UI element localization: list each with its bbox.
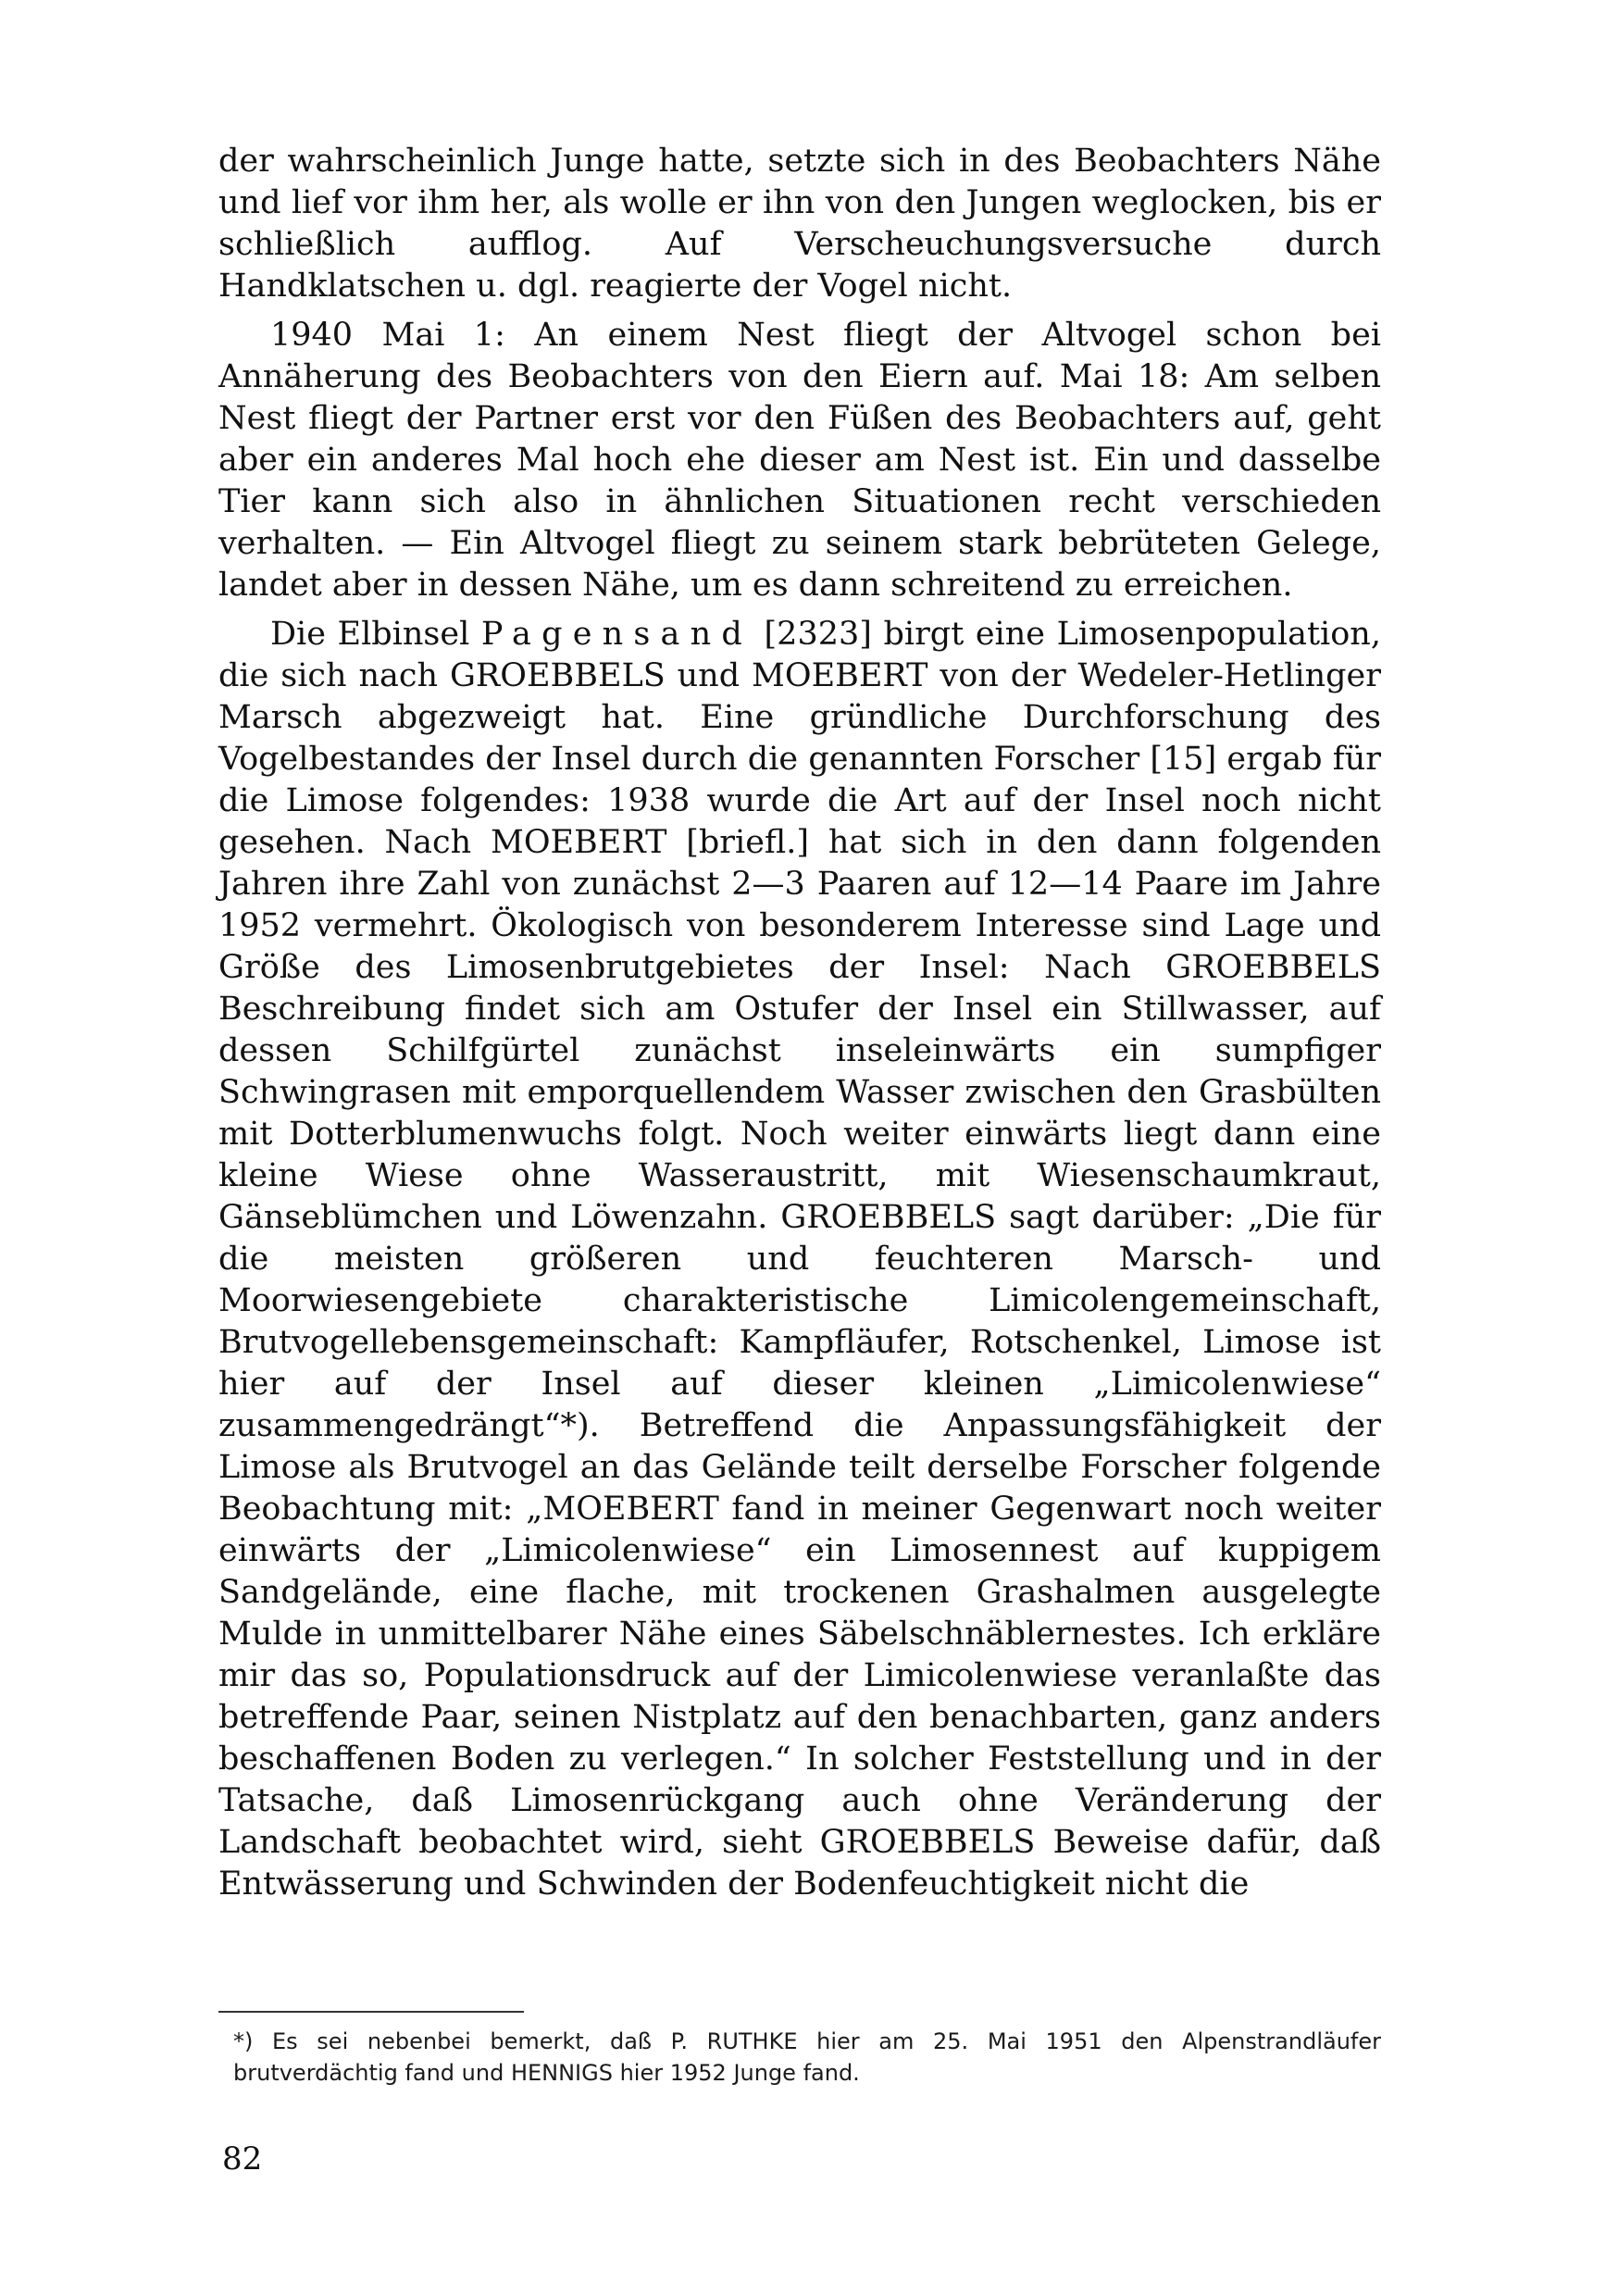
footnote-divider (218, 2011, 524, 2013)
paragraph-1: der wahrscheinlich Junge hatte, setzte sich in des Beobachters Nähe und lief vor ihm her, als wolle er ihn von den Jungen weglocken, bis er schließlich aufflog. Auf Verscheuchungsversuche durch Handklatschen u. dgl. reagierte der Vogel nicht. (218, 143, 1381, 305)
paragraph-2: 1940 Mai 1: An einem Nest fliegt der Altvogel schon bei Annäherung des Beobachters von den Eiern auf. Mai 18: Am selben Nest fliegt der Partner erst vor den Füßen des Beobachters auf, geht aber ein anderes Mal hoch ehe dieser am Nest ist. Ein und dasselbe Tier kann sich also in ähnlichen Situationen recht verschieden verhalten. — Ein Altvogel fliegt zu seinem stark bebrüteten Gelege, landet aber in dessen Nähe, um es dann schreitend zu erreichen. (218, 317, 1381, 604)
main-text (218, 141, 1381, 1905)
footnote: *) Es sei nebenbei bemerkt, daß P. RUTHKE hier am 25. Mai 1951 den Alpenstrandläufer brutverdächtig fand und HENNIGS hier 1952 Junge fand. (233, 2028, 1381, 2086)
page-number: 82 (222, 2140, 263, 2177)
place-name-pagensand: Pagensand (480, 616, 753, 653)
paragraph-3-rest: [2323] birgt eine Limosenpopulation, die sich nach GROEBBELS und MOEBERT von der Wedeler-Hetlinger Marsch abgezweigt hat. Eine gründliche Durchforschung des Vogelbestandes der Insel durch die genannten Forscher [15] ergab für die Limose folgendes: 1938 wurde die Art auf der Insel noch nicht gesehen. Nach MOEBERT [briefl.] hat sich in den dann folgenden Jahren ihre Zahl von zunächst 2—3 Paaren auf 12—14 Paare im Jahre 1952 vermehrt. Ökologisch von besonderem Interesse sind Lage und Größe des Limosenbrutgebietes der Insel: Nach GROEBBELS Beschreibung findet sich am Ostufer der Insel ein Stillwasser, auf dessen Schilfgürtel zunächst inseleinwärts ein sumpfiger Schwingrasen mit emporquellendem Wasser zwischen den Grasbülten mit Dotterblumenwuchs folgt. Noch weiter einwärts liegt dann eine kleine Wiese ohne Wasseraustritt, mit Wiesenschaumkraut, Gänseblümchen und Löwenzahn. GROEBBELS sagt darüber: „Die für die meisten größeren und feuchteren Marsch- und Moorwiesengebiete charakteristische Limicolengemeinschaft, Brutvogellebensgemeinschaft: Kampfläufer, Rotschenkel, Limose ist hier auf der Insel auf dieser kleinen „Limicolenwiese“ zusammengedrängt“*). Betreffend die Anpassungsfähigkeit der Limose als Brutvogel an das Gelände teilt derselbe Forscher folgende Beobachtung mit: „MOEBERT fand in meiner Gegenwart noch weiter einwärts der „Limicolenwiese“ ein Limosennest auf kuppigem Sandgelände, eine flache, mit trockenen Grashalmen ausgelegte Mulde in unmittelbarer Nähe eines Säbelschnäblernestes. Ich erkläre mir das so, Populationsdruck auf der Limicolenwiese veranlaßte das betreffende Paar, seinen Nistplatz auf den benachbarten, ganz anders beschaffenen Boden zu verlegen.“ In solcher Feststellung und in der Tatsache, daß Limosenrückgang auch ohne Veränderung der Landschaft beobachtet wird, sieht GROEBBELS Beweise dafür, daß Entwässerung und Schwinden der Bodenfeuchtigkeit nicht die (218, 616, 1381, 1903)
paragraph-3 (218, 614, 1381, 1905)
paragraph-3-start: Die Elbinsel (270, 616, 470, 653)
